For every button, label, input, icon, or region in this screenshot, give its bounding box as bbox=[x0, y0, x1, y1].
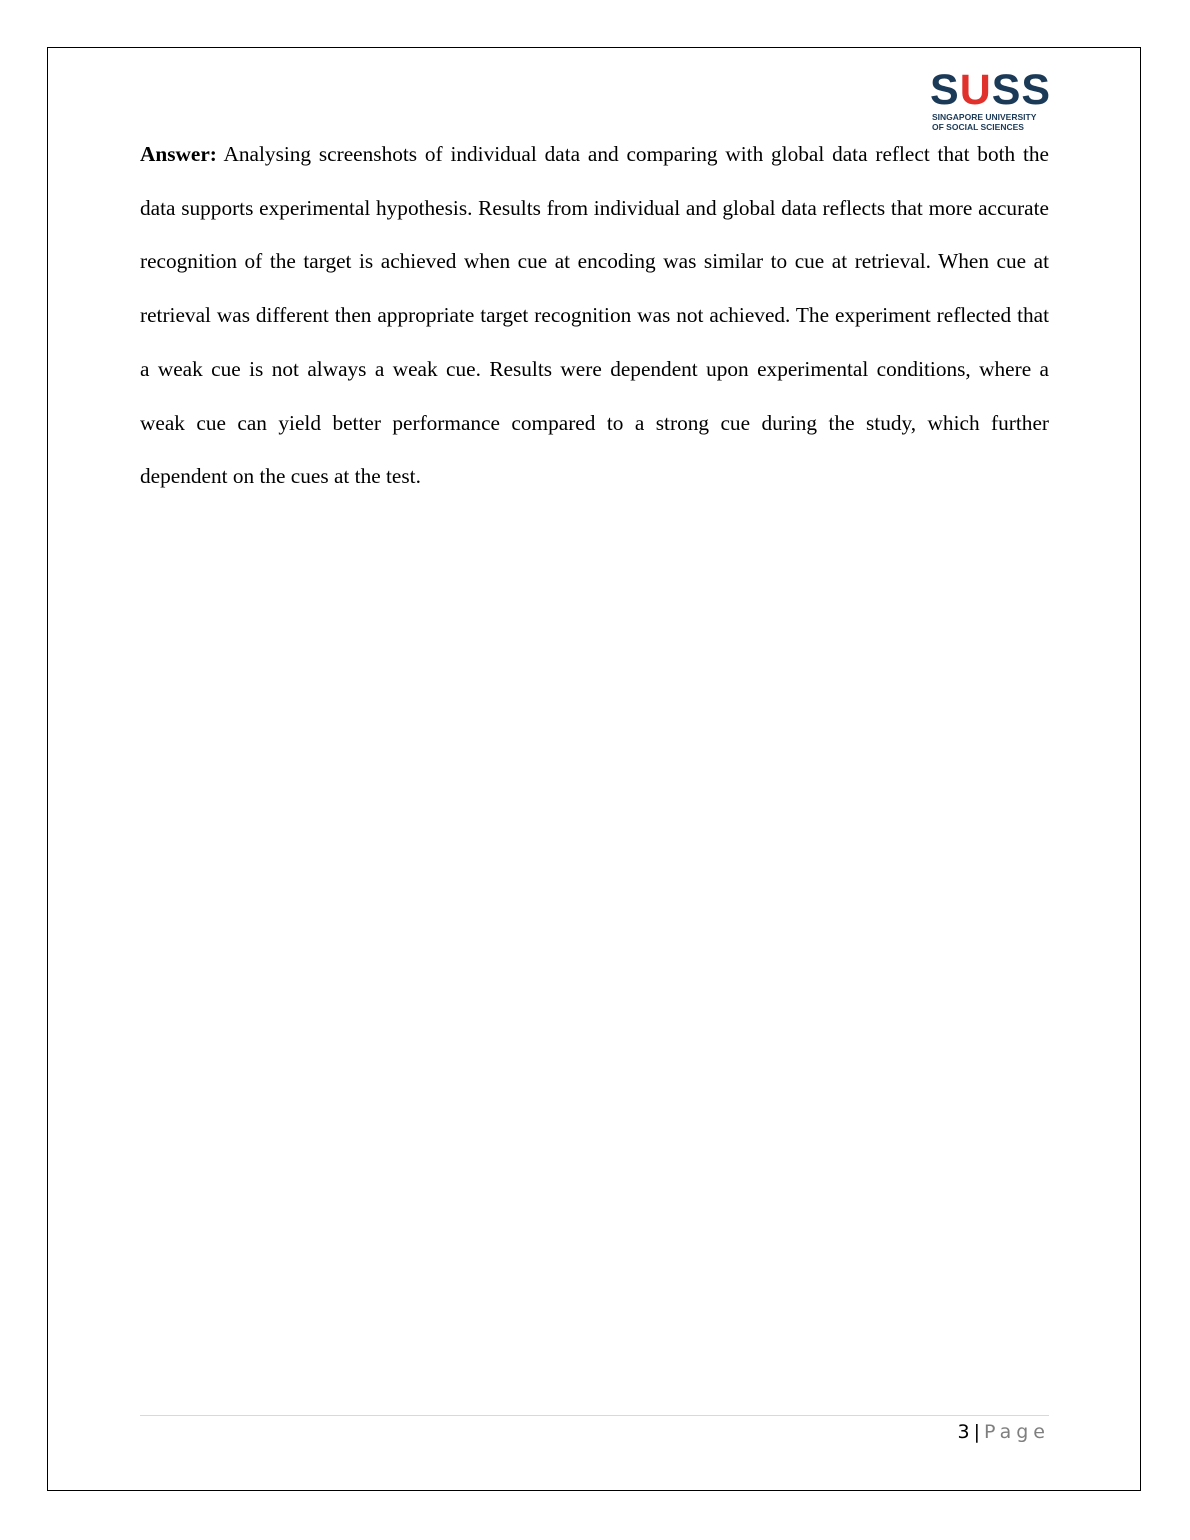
logo-subtitle-line-2: OF SOCIAL SCIENCES bbox=[932, 122, 1024, 132]
page-word: Page bbox=[984, 1421, 1050, 1443]
logo-wordmark bbox=[930, 66, 1052, 114]
logo-subtitle-line-1: SINGAPORE UNIVERSITY bbox=[932, 112, 1037, 122]
page-separator: | bbox=[973, 1421, 980, 1443]
answer-paragraph bbox=[140, 128, 1049, 504]
logo-letter-u: U bbox=[959, 66, 992, 114]
page-footer bbox=[700, 1419, 1050, 1445]
answer-text: Analysing screenshots of individual data and comparing with global data reflect that both the data supports experimental hypothesis. Results from individual and global data reflects that more accurate recognition of the target is achieved when cue at encoding was similar to cue at retrieval. When cue at retrieval was different then appropriate target recognition was not achieved. The experiment reflected that a weak cue is not always a weak cue. Results were dependent upon experimental conditions, where a weak cue can yield better performance compared to a strong cue during the study, which further dependent on the cues at the test. bbox=[140, 142, 1049, 489]
footer-divider bbox=[140, 1415, 1049, 1416]
logo-letters-ss: SS bbox=[991, 66, 1052, 114]
answer-label: Answer: bbox=[140, 142, 217, 166]
logo-letter-s: S bbox=[930, 66, 960, 114]
suss-logo bbox=[930, 66, 1052, 134]
page-number: 3 bbox=[957, 1421, 970, 1443]
